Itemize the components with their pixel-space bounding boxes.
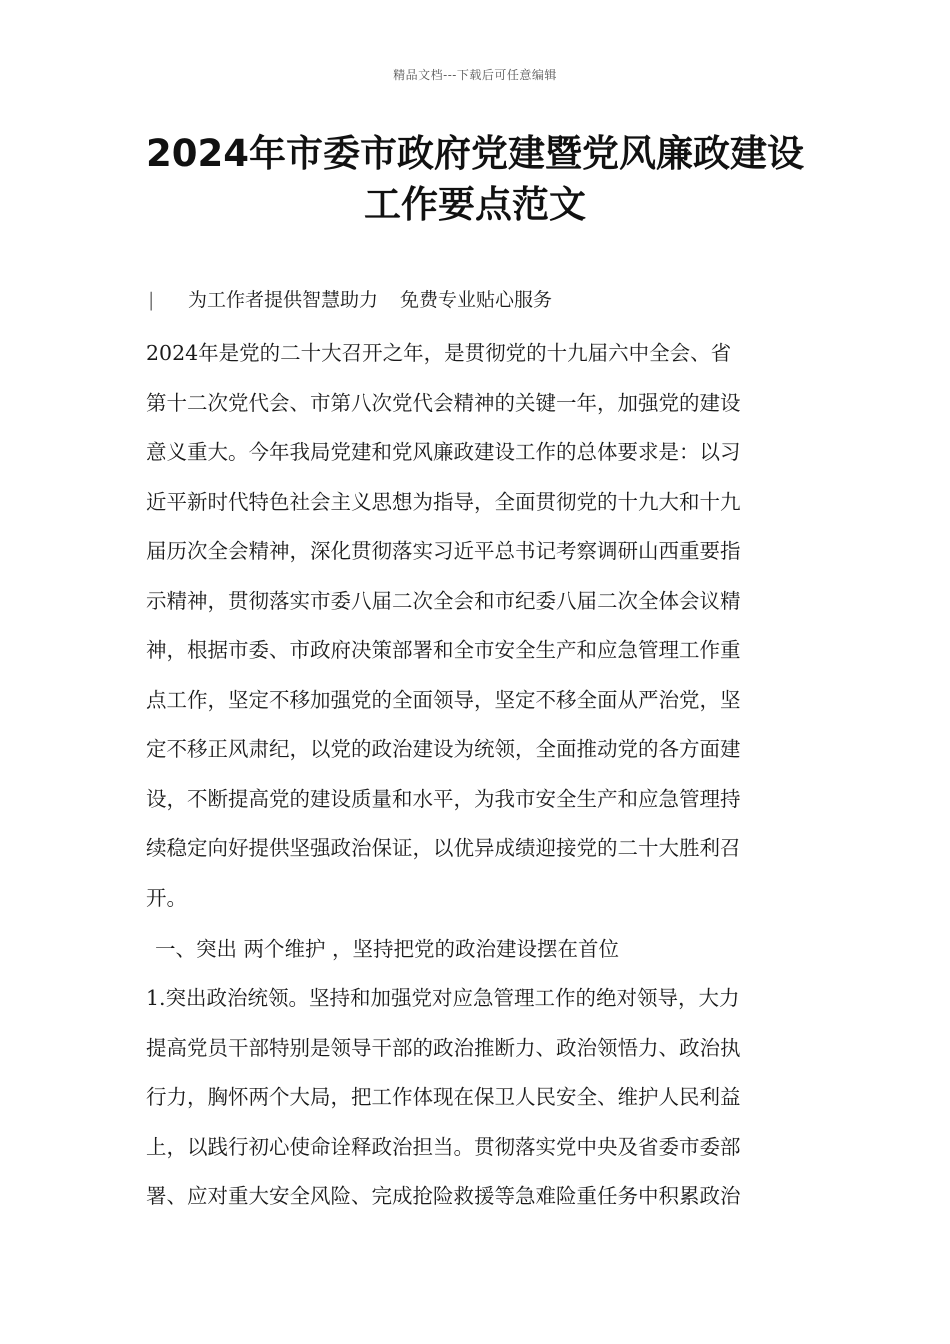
page-header: 精品文档---下载后可任意编辑 — [393, 68, 557, 82]
tagline-bar: | — [148, 289, 155, 311]
paragraph-line: 开。 — [146, 885, 187, 910]
tagline-part-2: 免费专业贴心服务 — [400, 289, 553, 311]
title-line-2: 工作要点范文 — [364, 183, 586, 226]
document-title — [0, 128, 950, 230]
paragraph-line: 意义重大。今年我局党建和党风廉政建设工作的总体要求是：以习 — [146, 440, 741, 464]
paragraph-line: 续稳定向好提供坚强政治保证，以优异成绩迎接党的二十大胜利召 — [146, 836, 741, 860]
paragraph-line: 行力，胸怀两个大局，把工作体现在保卫人民安全、维护人民利益 — [146, 1085, 741, 1109]
paragraph-line: 届历次全会精神，深化贯彻落实习近平总书记考察调研山西重要指 — [146, 539, 741, 563]
title-line-1: 2024年市委市政府党建暨党风廉政建设 — [146, 132, 804, 175]
paragraph-line: 1.突出政治统领。坚持和加强党对应急管理工作的绝对领导，大力 — [146, 986, 740, 1010]
paragraph-line: 定不移正风肃纪，以党的政治建设为统领，全面推动党的各方面建 — [146, 737, 741, 761]
paragraph-line: 设，不断提高党的建设质量和水平，为我市安全生产和应急管理持 — [146, 786, 741, 811]
paragraph-line: 提高党员干部特别是领导干部的政治推断力、政治领悟力、政治执 — [146, 1035, 741, 1060]
paragraph-line: 点工作，坚定不移加强党的全面领导，坚定不移全面从严治党，坚 — [146, 687, 741, 712]
paragraph-line: 署、应对重大安全风险、完成抢险救援等急难险重任务中积累政治 — [146, 1184, 741, 1208]
paragraph-line: 近平新时代特色社会主义思想为指导，全面贯彻党的十九大和十九 — [146, 489, 741, 514]
paragraph-line: 第十二次党代会、市第八次党代会精神的关键一年，加强党的建设 — [146, 390, 741, 415]
paragraph-line: 示精神，贯彻落实市委八届二次全会和市纪委八届二次全体会议精 — [146, 588, 741, 613]
tagline — [148, 287, 552, 313]
paragraph-line: 上，以践行初心使命诠释政治担当。贯彻落实党中央及省委市委部 — [146, 1134, 741, 1159]
paragraph-line: 神，根据市委、市政府决策部署和全市安全生产和应急管理工作重 — [146, 638, 741, 662]
tagline-part-1: 为工作者提供智慧助力 — [188, 289, 379, 311]
paragraph-point-1 — [146, 974, 808, 1222]
paragraph-line: 2024年是党的二十大召开之年，是贯彻党的十九届六中全会、省 — [146, 341, 732, 365]
section-heading: 一、突出 两个维护 ，坚持把党的政治建设摆在首位 — [155, 937, 620, 961]
paragraph-intro — [146, 329, 808, 923]
